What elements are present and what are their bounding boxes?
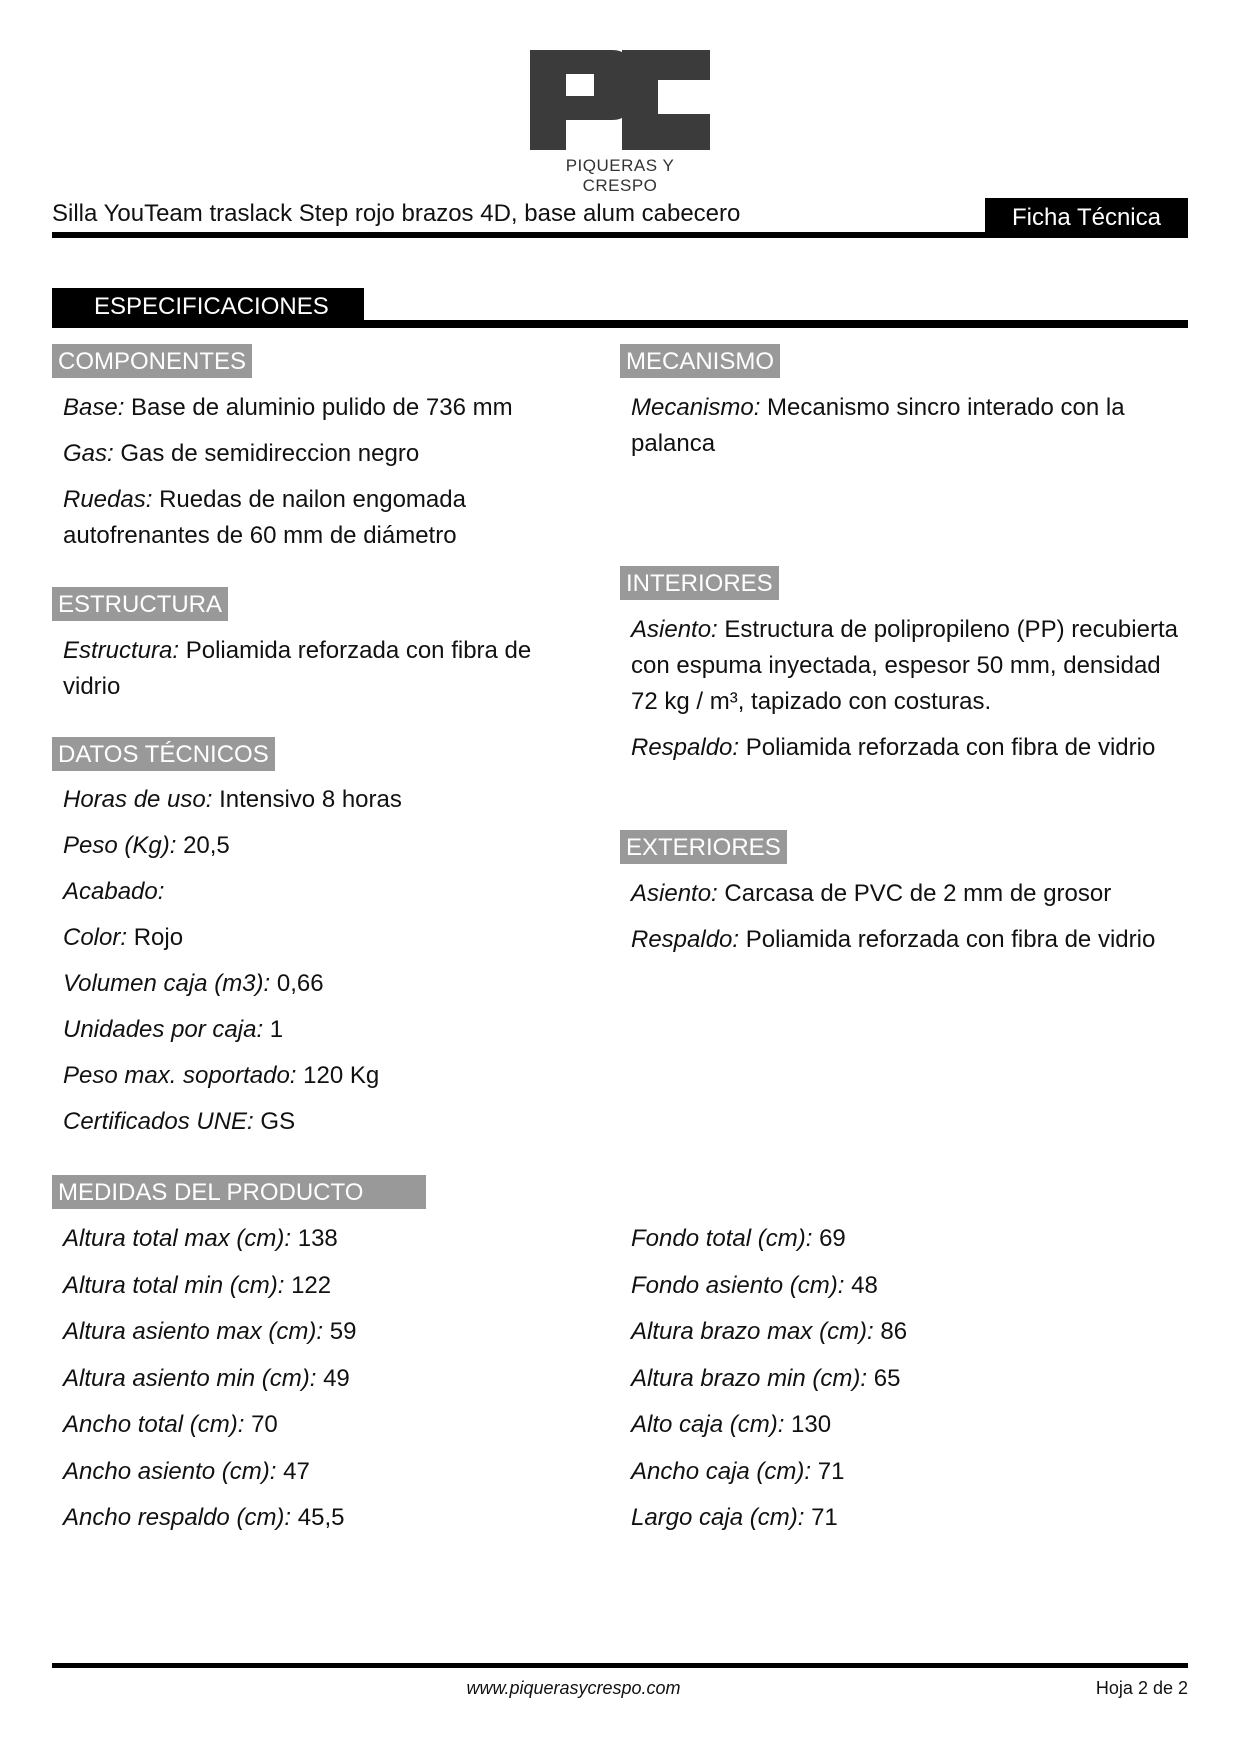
doc-type-badge: Ficha Técnica — [985, 198, 1188, 238]
field-altura-asiento-max: Altura asiento max (cm): 59 — [63, 1318, 357, 1345]
medidas-heading: MEDIDAS DEL PRODUCTO — [52, 1175, 426, 1209]
section-title: ESPECIFICACIONES — [52, 288, 364, 328]
componentes-list — [63, 390, 563, 564]
website-link[interactable]: www.piquerasycrespo.com — [466, 1678, 681, 1698]
field-certificados: Certificados UNE: GS — [63, 1108, 296, 1135]
datos-heading: DATOS TÉCNICOS — [52, 737, 275, 771]
product-title: Silla YouTeam traslack Step rojo brazos 4D, base alum cabecero — [52, 200, 741, 227]
field-altura-asiento-min: Altura asiento min (cm): 49 — [63, 1364, 350, 1392]
field-mecanismo: Mecanismo: Mecanismo sincro interado con la palanca — [631, 394, 1125, 457]
brand-name: PIQUERAS Y CRESPO — [565, 156, 675, 195]
datos-list — [63, 782, 563, 1150]
interiores-list — [631, 612, 1186, 776]
field-largo-caja: Largo caja (cm): 71 — [631, 1504, 838, 1531]
footer-divider — [52, 1663, 1188, 1668]
field-fondo-total: Fondo total (cm): 69 — [631, 1225, 846, 1252]
field-peso-max: Peso max. soportado: 120 Kg — [63, 1062, 380, 1089]
header-divider — [52, 232, 1188, 238]
estructura-list — [63, 633, 553, 715]
field-ext-asiento: Asiento: Carcasa de PVC de 2 mm de grosor — [631, 880, 1112, 907]
field-ancho-caja: Ancho caja (cm): 71 — [631, 1457, 845, 1485]
field-alto-caja: Alto caja (cm): 130 — [631, 1411, 832, 1438]
field-ancho-respaldo: Ancho respaldo (cm): 45,5 — [63, 1504, 345, 1531]
field-ext-respaldo: Respaldo: Poliamida reforzada con fibra de vidrio — [631, 926, 1156, 953]
field-altura-total-max: Altura total max (cm): 138 — [63, 1225, 338, 1252]
estructura-heading: ESTRUCTURA — [52, 587, 228, 621]
field-fondo-asiento: Fondo asiento (cm): 48 — [631, 1271, 878, 1299]
field-estructura: Estructura: Poliamida reforzada con fibra de vidrio — [63, 637, 532, 700]
field-volumen: Volumen caja (m3): 0,66 — [63, 970, 324, 997]
field-int-asiento: Asiento: Estructura de polipropileno (PP) recubierta con espuma inyectada, espesor 50 mm, densidad 72 kg / m³, tapizado con costuras. — [631, 616, 1178, 715]
field-altura-total-min: Altura total min (cm): 122 — [63, 1271, 332, 1299]
field-int-respaldo: Respaldo: Poliamida reforzada con fibra de vidrio — [631, 734, 1156, 761]
field-horas: Horas de uso: Intensivo 8 horas — [63, 786, 402, 813]
pc-logo-mark — [530, 50, 710, 150]
medidas-right-list — [631, 1221, 1171, 1547]
field-acabado: Acabado: — [63, 878, 165, 905]
field-ruedas: Ruedas: Ruedas de nailon engomada autofrenantes de 60 mm de diámetro — [63, 486, 466, 549]
field-peso: Peso (Kg): 20,5 — [63, 832, 230, 859]
field-altura-brazo-max: Altura brazo max (cm): 86 — [631, 1318, 908, 1345]
field-ancho-total: Ancho total (cm): 70 — [63, 1411, 278, 1438]
mecanismo-heading: MECANISMO — [620, 344, 780, 378]
field-altura-brazo-min: Altura brazo min (cm): 65 — [631, 1364, 901, 1392]
brand-logo — [530, 50, 710, 195]
exteriores-list — [631, 876, 1186, 968]
mecanismo-list — [631, 390, 1151, 472]
field-base: Base: Base de aluminio pulido de 736 mm — [63, 394, 513, 421]
field-unidades: Unidades por caja: 1 — [63, 1016, 284, 1043]
page-number: Hoja 2 de 2 — [1095, 1678, 1188, 1698]
exteriores-heading: EXTERIORES — [620, 830, 787, 864]
field-color: Color: Rojo — [63, 924, 184, 951]
interiores-heading: INTERIORES — [620, 566, 779, 600]
field-gas: Gas: Gas de semidireccion negro — [63, 440, 420, 467]
componentes-heading: COMPONENTES — [52, 344, 252, 378]
field-ancho-asiento: Ancho asiento (cm): 47 — [63, 1457, 310, 1485]
medidas-left-list — [63, 1221, 583, 1547]
